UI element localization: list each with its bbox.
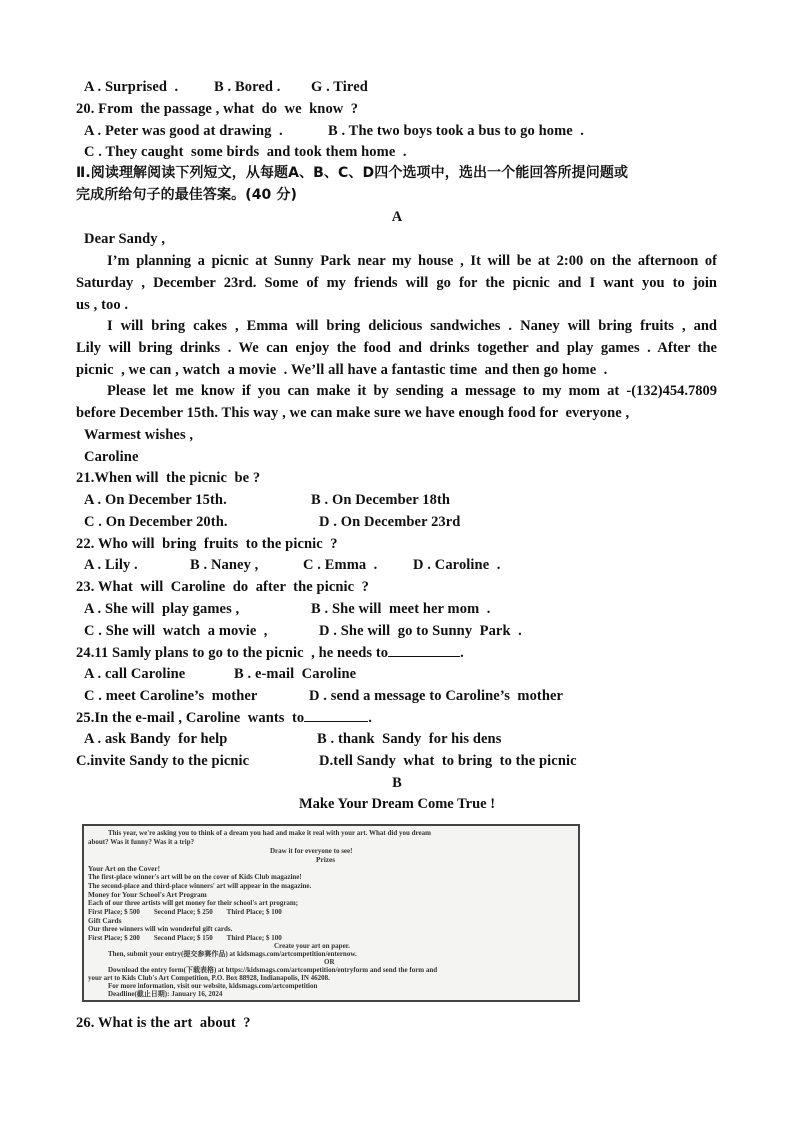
q22-option-d: D . Caroline . <box>413 557 501 573</box>
notice-money-line1: Each of our three artists will get money for their school's art program; <box>88 899 299 907</box>
letter-greeting: Dear Sandy , <box>84 231 166 247</box>
passage-b-label: B <box>392 775 402 791</box>
q19-option-b: B . Bored . <box>214 79 281 95</box>
q25-option-d: D.tell Sandy what to bring to the picnic <box>319 753 577 769</box>
notice-submit-line: Then, submit your entry(提交参赛作品) at kidsmags.com/artcompetition/enternow. <box>108 950 357 958</box>
q21-option-c: C . On December 20th. <box>84 514 228 530</box>
q23-option-a: A . She will play games , <box>84 601 240 617</box>
q20-option-c: C . They caught some birds and took them home . <box>84 144 407 160</box>
notice-or: OR <box>324 958 335 966</box>
q25-answer-blank <box>304 707 368 722</box>
letter-p1-line1: I’m planning a picnic at Sunny Park near my house , It will be at 2:00 on the afternoon of <box>107 253 717 269</box>
notice-cover-heading: Your Art on the Cover! <box>88 864 161 873</box>
q23-option-b: B . She will meet her mom . <box>311 601 491 617</box>
q22-option-c: C . Emma . <box>303 557 378 573</box>
notice-deadline: Deadline(截止日期): January 16, 2024 <box>108 990 223 998</box>
q25-stem-end: . <box>368 710 373 726</box>
letter-p3-line2: before December 15th. This way , we can make sure we have enough food for everyone , <box>76 405 630 421</box>
q24-stem-text: 24.11 Samly plans to go to the picnic , he needs to <box>76 645 389 661</box>
q21-option-a: A . On December 15th. <box>84 492 227 508</box>
q25-stem-text: 25.In the e-mail , Caroline wants to <box>76 710 305 726</box>
notice-money-line2: First Place; $ 500 Second Place; $ 250 Third Place; $ 100 <box>88 908 282 916</box>
q25-option-a: A . ask Bandy for help <box>84 731 228 747</box>
q22-option-b: B . Naney , <box>190 557 259 573</box>
notice-gift-line2: First Place; $ 200 Second Place; $ 150 Third Place; $ 100 <box>88 934 282 942</box>
notice-cover-line2: The second-place and third-place winners' art will appear in the magazine. <box>88 882 312 890</box>
q23-option-c: C . She will watch a movie , <box>84 623 268 639</box>
q25-option-b: B . thank Sandy for his dens <box>317 731 502 747</box>
art-competition-notice-image <box>82 824 580 1002</box>
q24-option-d: D . send a message to Caroline’s mother <box>309 688 564 704</box>
q24-stem-end: . <box>460 645 464 661</box>
q21-option-b: B . On December 18th <box>311 492 451 508</box>
q22-stem: 22. Who will bring fruits to the picnic ? <box>76 536 338 552</box>
q24-stem <box>76 642 464 663</box>
notice-prizes-heading: Prizes <box>316 855 336 864</box>
letter-p1-line2: Saturday , December 23rd. Some of my friends will go for the picnic and I want you to join <box>76 275 717 291</box>
section2-instruction-line1: Ⅱ.阅读理解阅读下列短文，从每题A、B、C、D四个选项中，选出一个能回答所提问题或 <box>76 165 629 181</box>
letter-p2-line1: I will bring cakes , Emma will bring delicious sandwiches . Naney will bring fruits , and <box>107 318 717 334</box>
q24-option-c: C . meet Caroline’s mother <box>84 688 258 704</box>
q19-option-g: G . Tired <box>311 79 368 95</box>
letter-closing: Warmest wishes , <box>84 427 194 443</box>
notice-intro-line2: about? Was it funny? Was it a trip? <box>88 838 195 846</box>
q24-option-b: B . e-mail Caroline <box>234 666 357 682</box>
q25-stem <box>76 707 372 728</box>
q25-option-c: C.invite Sandy to the picnic <box>76 753 250 769</box>
q22-option-a: A . Lily . <box>84 557 138 573</box>
notice-more-info: For more information, visit our website, kidsmags.com/artcompetition <box>108 982 318 990</box>
letter-p2-line2: Lily will bring drinks . We can enjoy the food and drinks together and play games . After the <box>76 340 717 356</box>
q26-stem: 26. What is the art about ? <box>76 1015 251 1031</box>
notice-money-heading: Money for Your School's Art Program <box>88 890 207 899</box>
notice-gift-heading: Gift Cards <box>88 916 122 925</box>
section2-instruction-line2: 完成所给句子的最佳答案。(40 分) <box>76 187 297 203</box>
notice-download-line1: Download the entry form(下载表格) at https://kidsmags.com/artcompetition/entryform and send the form and <box>108 966 438 974</box>
q20-option-b: B . The two boys took a bus to go home . <box>328 123 585 139</box>
q23-stem: 23. What will Caroline do after the picnic ? <box>76 579 369 595</box>
q21-option-d: D . On December 23rd <box>319 514 461 530</box>
passage-b-title: Make Your Dream Come True ! <box>298 796 496 812</box>
q21-stem: 21.When will the picnic be ? <box>76 470 261 486</box>
notice-intro-line1: This year, we're asking you to think of a dream you had and make it real with your art. What did you dream <box>108 829 431 837</box>
passage-a-label: A <box>391 209 403 225</box>
letter-p2-line3: picnic , we can , watch a movie . We’ll all have a fantastic time and then go home . <box>76 362 608 378</box>
letter-p3-line1: Please let me know if you can make it by sending a message to my mom at -(132)454.7809 <box>107 383 717 399</box>
notice-draw-line: Draw it for everyone to see! <box>270 847 353 855</box>
q23-option-d: D . She will go to Sunny Park . <box>319 623 522 639</box>
q24-answer-blank <box>388 642 460 657</box>
notice-download-line2: your art to Kids Club's Art Competition, P.O. Box 88928, Indianapolis, IN 46208. <box>88 974 330 982</box>
notice-create-line: Create your art on paper. <box>274 942 350 950</box>
notice-cover-line1: The first-place winner's art will be on the cover of Kids Club magazine! <box>88 873 302 881</box>
q20-option-a: A . Peter was good at drawing . <box>84 123 283 139</box>
q19-option-a: A . Surprised . <box>84 79 179 95</box>
q24-option-a: A . call Caroline <box>84 666 186 682</box>
notice-gift-line1: Our three winners will win wonderful gift cards. <box>88 925 233 933</box>
q20-stem: 20. From the passage , what do we know ? <box>76 101 359 117</box>
letter-signature: Caroline <box>84 449 139 465</box>
letter-p1-line3: us , too . <box>76 297 129 313</box>
